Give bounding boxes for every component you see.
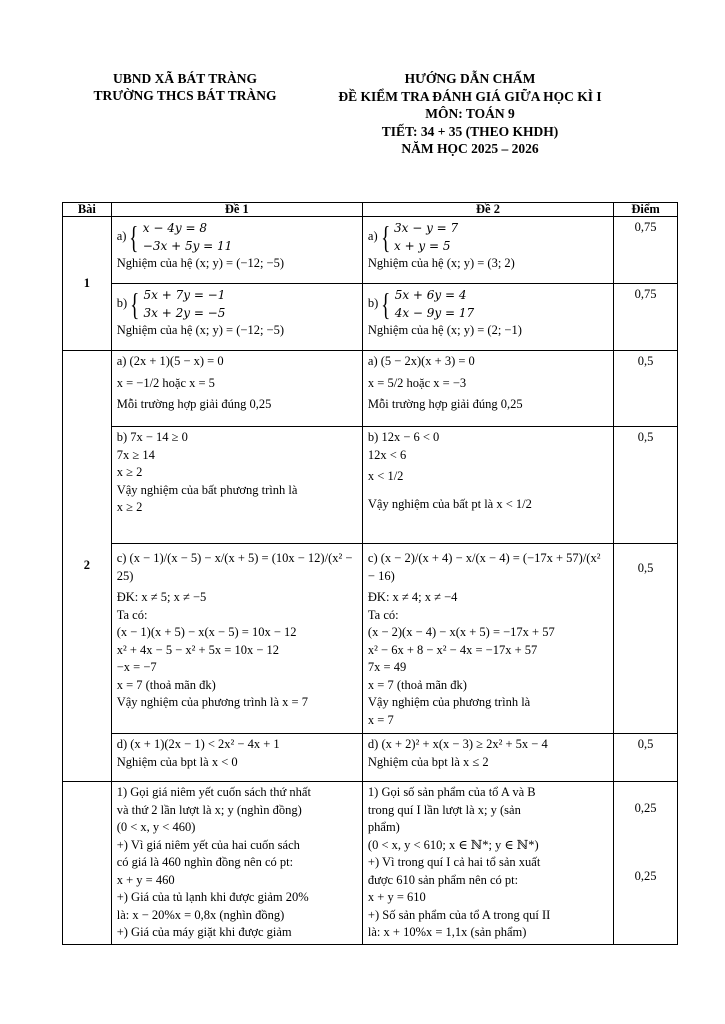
score-value: 0,25	[634, 868, 657, 883]
text-line: (0 < x, y < 610; x ∈ ℕ*; y ∈ ℕ*)	[367, 837, 539, 852]
col-header-bai: Bài	[63, 203, 112, 217]
result-text: Nghiệm của hệ (x; y) = (2; −1)	[367, 323, 522, 337]
text-line: Nghiệm của bpt là x < 0	[116, 754, 238, 769]
text-line: 7x ≥ 14	[116, 447, 155, 462]
text-line: b) 12x − 6 < 0	[367, 430, 440, 444]
periods: TIẾT: 34 + 35 (THEO KHDH)	[381, 123, 559, 139]
equation-system	[117, 219, 233, 255]
brace-icon: {	[381, 286, 391, 322]
text-line: là: x − 20%x = 0,8x (nghìn đồng)	[116, 907, 285, 922]
text-line: (x − 2)(x − 4) − x(x + 5) = −17x + 57	[367, 625, 555, 639]
cell-de2	[362, 734, 613, 782]
header-left	[60, 70, 310, 104]
text-line: ĐK: x ≠ 4; x ≠ −4	[367, 590, 458, 604]
text-line: (0 < x, y < 460)	[116, 820, 196, 834]
doc-title: HƯỚNG DẪN CHẤM	[404, 71, 536, 86]
text-line: Mỗi trường hợp giải đúng 0,25	[367, 397, 523, 411]
item-prefix: a)	[367, 229, 378, 244]
text-line: +) Vì trong quí I cả hai tổ sản xuất	[367, 855, 541, 869]
result-text: Nghiệm của hệ (x; y) = (−12; −5)	[116, 323, 285, 337]
text-line: Ta có:	[116, 607, 148, 622]
text-line: (x − 1)(x + 5) − x(x − 5) = 10x − 12	[116, 625, 297, 639]
text-line: là: x + 10%x = 1,1x (sản phẩm)	[367, 925, 527, 939]
score: 0,5	[614, 544, 678, 734]
text-line: 1) Gọi giá niêm yết cuốn sách thứ nhất	[116, 785, 311, 799]
grading-table	[62, 202, 678, 945]
score: 0,5	[614, 427, 678, 544]
text-line: x + y = 460	[116, 872, 175, 887]
subject: MÔN: TOÁN 9	[425, 106, 515, 121]
score: 0,5	[614, 351, 678, 427]
text-line: x = 5/2 hoặc x = −3	[367, 375, 467, 390]
equation: 3x − y = 7	[393, 221, 459, 235]
text-line: 7x = 49	[367, 660, 407, 674]
table-row	[63, 217, 678, 284]
cell-de2	[362, 782, 613, 945]
table-row	[63, 351, 678, 427]
school-year: NĂM HỌC 2025 – 2026	[401, 141, 539, 156]
table-row	[63, 284, 678, 351]
text-line: x = 7 (thoả mãn đk)	[116, 677, 216, 692]
bai-label: 2	[63, 351, 112, 782]
district-name: UBND XÃ BÁT TRÀNG	[113, 71, 257, 86]
score: 0,75	[614, 284, 678, 351]
text-line: c) (x − 1)/(x − 5) − x/(x + 5) = (10x − 12)/(x² − 25)	[116, 551, 353, 583]
bai-label	[63, 782, 112, 945]
text-line: và thứ 2 lần lượt là x; y (nghìn đồng)	[116, 802, 302, 817]
equation-system	[368, 219, 458, 255]
score	[614, 782, 678, 945]
cell-de1	[111, 782, 362, 945]
equation: 4x − 9y = 17	[394, 306, 475, 320]
header-right	[300, 70, 640, 158]
score: 0,5	[614, 734, 678, 782]
text-line: Ta có:	[367, 607, 399, 622]
text-line: Vậy nghiệm của bất pt là x < 1/2	[367, 496, 532, 511]
table-header-row	[63, 203, 678, 217]
text-line: x ≥ 2	[116, 465, 143, 479]
equation: −3x + 5y = 11	[142, 239, 233, 253]
text-line: x = −1/2 hoặc x = 5	[116, 375, 215, 390]
item-prefix: b)	[367, 296, 379, 311]
cell-de2	[362, 351, 613, 427]
col-header-de2: Đề 2	[362, 203, 613, 217]
result-text: Nghiệm của hệ (x; y) = (3; 2)	[367, 256, 515, 270]
text-line: ĐK: x ≠ 5; x ≠ −5	[116, 590, 207, 604]
text-line: d) (x + 1)(2x − 1) < 2x² − 4x + 1	[116, 737, 280, 751]
bai-label: 1	[63, 217, 112, 351]
item-prefix: b)	[116, 296, 128, 311]
equation: 5x + 7y = −1	[143, 288, 226, 302]
table-row	[63, 427, 678, 544]
brace-icon: {	[380, 219, 390, 255]
cell-de2	[362, 217, 613, 284]
cell-de1	[111, 351, 362, 427]
text-line: phẩm)	[367, 820, 400, 834]
cell-de2	[362, 544, 613, 734]
item-prefix: a)	[116, 229, 127, 244]
text-line: x = 7	[367, 712, 394, 727]
equation: x + y = 5	[393, 239, 451, 253]
col-header-diem: Điểm	[614, 203, 678, 217]
text-line: Vậy nghiệm của bất phương trình là	[116, 482, 298, 497]
equation-system	[368, 286, 474, 322]
text-line: x = 7 (thoả mãn đk)	[367, 677, 467, 692]
text-line: +) Số sản phẩm của tổ A trong quí II	[367, 907, 551, 922]
brace-icon: {	[130, 286, 140, 322]
text-line: c) (x − 2)/(x + 4) − x/(x − 4) = (−17x + 57)/(x² − 16)	[367, 551, 601, 583]
cell-de1	[111, 284, 362, 351]
text-line: x ≥ 2	[116, 500, 143, 514]
text-line: Vậy nghiệm của phương trình là x = 7	[116, 695, 308, 709]
result-text: Nghiệm của hệ (x; y) = (−12; −5)	[116, 256, 285, 270]
equation: x − 4y = 8	[142, 221, 207, 235]
equation: 5x + 6y = 4	[394, 288, 467, 302]
school-name: TRƯỜNG THCS BÁT TRÀNG	[93, 88, 277, 103]
text-line: 12x < 6	[367, 447, 407, 462]
exam-name: ĐỀ KIỂM TRA ĐÁNH GIÁ GIỮA HỌC KÌ I	[338, 88, 602, 104]
text-line: x < 1/2	[367, 469, 404, 483]
text-line: x + y = 610	[367, 890, 426, 904]
col-header-de1: Đề 1	[111, 203, 362, 217]
text-line: được 610 sản phẩm nên có pt:	[367, 872, 519, 887]
text-line: +) Giá của tủ lạnh khi được giảm 20%	[116, 890, 309, 904]
brace-icon: {	[129, 219, 139, 255]
text-line: a) (5 − 2x)(x + 3) = 0	[367, 354, 475, 368]
text-line: x² + 4x − 5 − x² + 5x = 10x − 12	[116, 642, 280, 657]
cell-de1	[111, 734, 362, 782]
text-line: x² − 6x + 8 − x² − 4x = −17x + 57	[367, 642, 538, 657]
text-line: Mỗi trường hợp giải đúng 0,25	[116, 397, 272, 411]
text-line: Nghiệm của bpt là x ≤ 2	[367, 754, 489, 769]
table-row	[63, 544, 678, 734]
table-row	[63, 734, 678, 782]
cell-de1	[111, 544, 362, 734]
text-line: có giá là 460 nghìn đồng nên có pt:	[116, 855, 294, 869]
score-value: 0,25	[634, 801, 657, 815]
text-line: a) (2x + 1)(5 − x) = 0	[116, 354, 224, 368]
text-line: b) 7x − 14 ≥ 0	[116, 430, 188, 444]
text-line: +) Giá của máy giặt khi được giảm	[116, 925, 292, 939]
text-line: Vậy nghiệm của phương trình là	[367, 695, 531, 709]
cell-de2	[362, 427, 613, 544]
cell-de2	[362, 284, 613, 351]
cell-de1	[111, 217, 362, 284]
text-line: d) (x + 2)² + x(x − 3) ≥ 2x² + 5x − 4	[367, 737, 548, 751]
equation: 3x + 2y = −5	[143, 306, 226, 320]
score: 0,75	[614, 217, 678, 284]
text-line: −x = −7	[116, 660, 157, 674]
text-line: 1) Gọi số sản phẩm của tổ A và B	[367, 785, 536, 799]
text-line: trong quí I lần lượt là x; y (sản	[367, 802, 521, 817]
text-line: +) Vì giá niêm yết của hai cuốn sách	[116, 837, 300, 852]
equation-system	[117, 286, 226, 322]
cell-de1	[111, 427, 362, 544]
table-row	[63, 782, 678, 945]
